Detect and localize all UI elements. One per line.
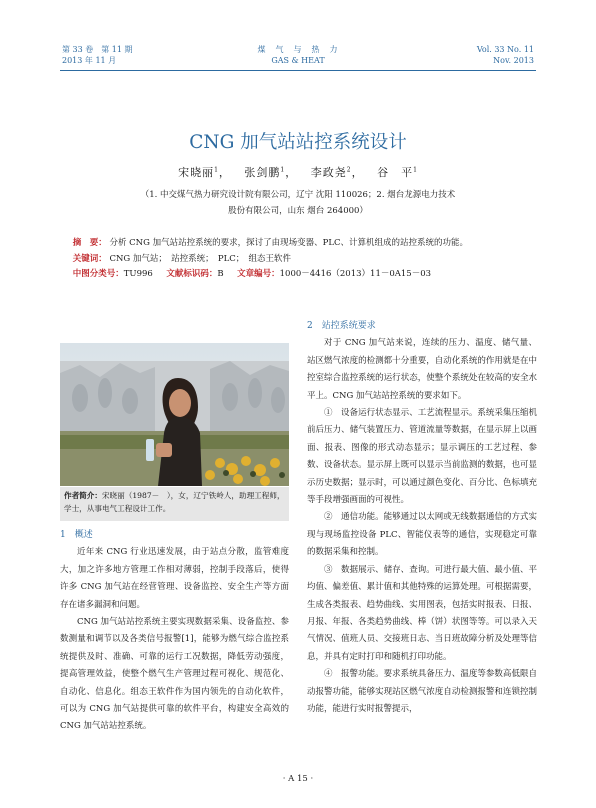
clc-code: TU996 [123, 269, 153, 279]
author-affil-mark: 1 [280, 166, 286, 174]
paragraph: ③ 数据展示、储存、查询。可进行最大值、最小值、平均值、偏差值、累计值和其他特殊的运算处理。可根据需要，生成各类报表、趋势曲线、实用图表，包括实时报表、日报、月报、年报、各类趋势曲线、棒（饼）状图等等。可以录入天气情况、值班人员、交接班日志、当日班故障分析及处理等信息，并具有定时打印和随机打印功能。 [307, 564, 537, 662]
article-title: CNG 加气站站控系统设计 [189, 132, 407, 153]
clc-label: 中图分类号： [72, 269, 124, 279]
journal-name-en: GAS & HEAT [271, 56, 325, 65]
affiliation-line: （1. 中交煤气热力研究设计院有限公司，辽宁 沈阳 110026；2. 烟台龙源电力技术 [140, 190, 456, 200]
author-name: 谷 平 [377, 166, 414, 179]
author-affil-mark: 2 [346, 166, 352, 174]
keywords-text: CNG 加气站； 站控系统； PLC； 组态王软件 [109, 253, 292, 264]
volume-issue-en: Vol. 33 No. 11 [476, 45, 534, 54]
abstract-block [60, 236, 540, 283]
classification-line [60, 267, 540, 283]
paragraph: CNG 加气站站控系统主要实现数据采集、设备监控、参数测量和调节以及各类信号报警[1]，能够为燃气综合监控系统提供及时、准确、可靠的运行工况数据，降低劳动强度，提高管理效益，使整个燃气生产管理过程可视化、规范化、自动化、信息化。组态王软件作为国内领先的自动化软件，可以为 CNG 加气站提供可靠的软件平台，构建安全高效的 CNG 加气站站控系统。 [60, 617, 289, 732]
affiliations [0, 187, 596, 219]
affiliation-line: 股份有限公司，山东 烟台 264000） [228, 206, 368, 216]
right-column [307, 318, 537, 718]
running-header-right [477, 44, 534, 66]
publication-date-en: Nov. 2013 [493, 56, 534, 65]
abstract-text: 分析 CNG 加气站站控系统的要求，探讨了由现场变器、PLC、计算机组成的站控系统的功能。 [109, 238, 468, 248]
article-number: 1000－4416（2013）11－0A15－03 [279, 269, 432, 279]
article-number-label: 文章编号： [237, 269, 280, 279]
abstract [60, 236, 540, 252]
paragraph: ② 通信功能。能够通过以太网或无线数据通信的方式实现与现场监控设备 PLC、智能仪表等的通信，实现稳定可靠的数据采集和控制。 [307, 512, 537, 558]
keywords-label: 关键词： [72, 253, 107, 264]
author-photo [60, 343, 289, 486]
journal-name-cn: 煤 气 与 热 力 [257, 45, 339, 54]
author-bio [60, 487, 289, 521]
abstract-label: 摘 要： [72, 238, 107, 248]
author-affil-mark: 1 [214, 166, 219, 174]
doc-code: B [217, 269, 224, 279]
author-bio-label: 作者简介： [64, 491, 102, 500]
section-heading: 2 站控系统要求 [307, 321, 376, 331]
paragraph: ④ 报警功能。要求系统具备压力、温度等参数高低限自动报警功能，能够实现站区燃气浓度自动检测报警和连锁控制功能，能进行实时报警提示， [307, 669, 537, 714]
page-number: · A 15 · [282, 774, 314, 784]
author-name: 宋晓丽 [178, 166, 215, 179]
paragraph: 对于 CNG 加气站来说，连续的压力、温度、储气量、站区燃气浓度的检测都十分重要，自动化系统的作用就是在中控室综合监控系统的运行状态，使整个系统处在较高的安全水平上。CNG 加气站站控系统的要求如下。 [307, 338, 537, 401]
publication-date: 2013 年 11 月 [62, 56, 117, 65]
author-name: 张剑鹏 [244, 166, 281, 179]
author-list: 宋晓丽$^1$， 张剑鹏$^1$， 李政尧$^2$， 谷 平$^1$ [178, 166, 418, 179]
author-photo-illustration [60, 343, 289, 486]
author-name: 李政尧 [310, 166, 347, 179]
paragraph: ① 设备运行状态显示、工艺流程显示。系统采集压缩机前后压力、储气装置压力、管道流量等数据，在显示屏上以画面、报表、图像的形式动态显示；显示调压的工艺过程、参数、设备状态。显示屏上既可以显示当前监测的数据，也可显示历史数据；显示时，可以通过颜色变化、百分比、色标填充等手段增强画面的可视性。 [307, 408, 537, 506]
author-bio-text: 宋晓丽（1987－ ），女，辽宁铁岭人，助理工程师，学士，从事电气工程设计工作。 [64, 491, 285, 513]
header-rule [60, 70, 536, 71]
doc-code-label: 文献标识码： [166, 269, 218, 279]
left-column [60, 527, 289, 736]
author-affil-mark: 1 [413, 166, 418, 174]
volume-issue: 第 33 卷 第 11 期 [62, 45, 133, 54]
section-heading: 1 概述 [60, 530, 93, 540]
paragraph: 近年来 CNG 行业迅速发展，由于站点分散，监管难度大，加之许多地方管理工作相对薄弱，控制手段落后，使得许多 CNG 加气站在经营管理、设备监控、安全生产等方面存在诸多漏洞和问题。 [60, 547, 289, 610]
keywords [60, 252, 540, 268]
